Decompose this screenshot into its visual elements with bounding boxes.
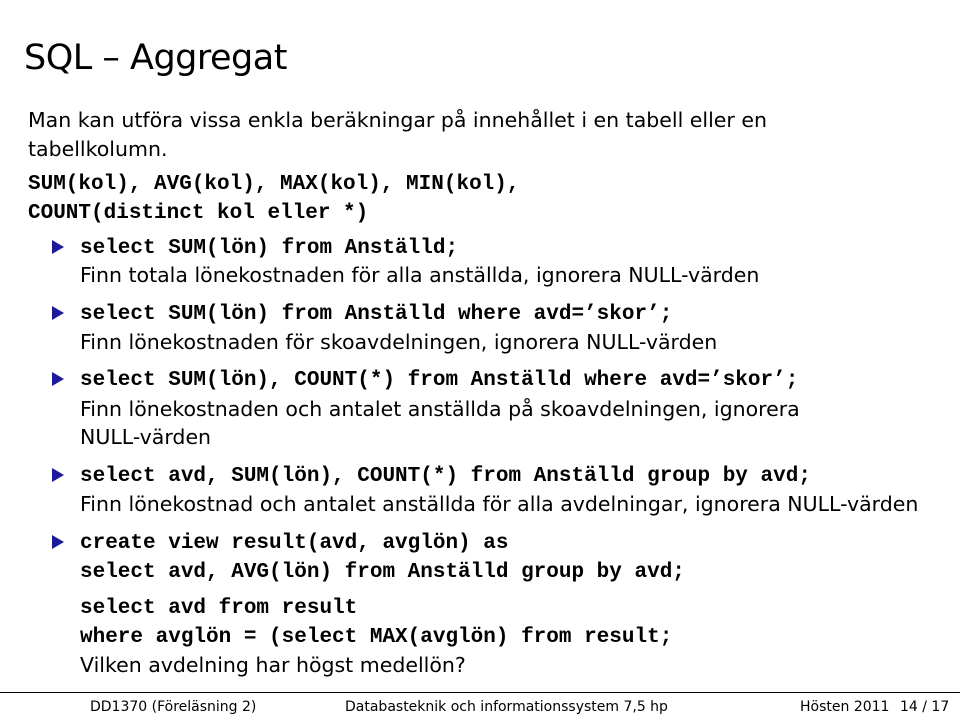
bullet-arrow-icon xyxy=(52,468,64,482)
bullet-arrow-icon xyxy=(52,372,64,386)
intro-line-1: Man kan utföra vissa enkla beräkningar på innehållet i en tabell eller en xyxy=(28,108,767,132)
item-4-description: Finn lönekostnad och antalet anställda för alla avdelningar, ignorera NULL-värden xyxy=(80,492,919,516)
item-5-description: Vilken avdelning har högst medellön? xyxy=(80,653,466,677)
bullet-arrow-icon xyxy=(52,306,64,320)
aggregate-functions-line-1: SUM(kol), AVG(kol), MAX(kol), MIN(kol), xyxy=(28,173,520,196)
footer-term: Hösten 2011 xyxy=(800,699,890,715)
slide-title: SQL – Aggregat xyxy=(24,38,287,78)
item-5-code-line-3: select avd from result xyxy=(80,597,358,620)
footer-subject: Databasteknik och informationssystem 7,5 hp xyxy=(345,699,668,715)
footer-divider xyxy=(0,692,960,693)
item-3-code: select SUM(lön), COUNT(*) from Anställd where avd=’skor’; xyxy=(80,369,799,392)
aggregate-functions-line-2: COUNT(distinct kol eller *) xyxy=(28,202,369,225)
footer-page-number: 14 / 17 xyxy=(900,699,950,715)
bullet-arrow-icon xyxy=(52,535,64,549)
item-3-description-line-2: NULL-värden xyxy=(80,425,212,449)
item-5-code-line-4: where avglön = (select MAX(avglön) from result; xyxy=(80,626,673,649)
item-5-code-line-1: create view result(avd, avglön) as xyxy=(80,532,509,555)
item-2-description: Finn lönekostnaden för skoavdelningen, ignorera NULL-värden xyxy=(80,330,718,354)
item-1-code: select SUM(lön) from Anställd; xyxy=(80,237,459,260)
item-1-description: Finn totala lönekostnaden för alla anställda, ignorera NULL-värden xyxy=(80,263,760,287)
item-3-description-line-1: Finn lönekostnaden och antalet anställda på skoavdelningen, ignorera xyxy=(80,397,800,421)
footer-course: DD1370 (Föreläsning 2) xyxy=(90,699,257,715)
item-5-code-line-2: select avd, AVG(lön) from Anställd group by avd; xyxy=(80,561,685,584)
intro-line-2: tabellkolumn. xyxy=(28,137,168,161)
item-4-code: select avd, SUM(lön), COUNT(*) from Anställd group by avd; xyxy=(80,465,811,488)
item-2-code: select SUM(lön) from Anställd where avd=’skor’; xyxy=(80,303,673,326)
bullet-arrow-icon xyxy=(52,240,64,254)
